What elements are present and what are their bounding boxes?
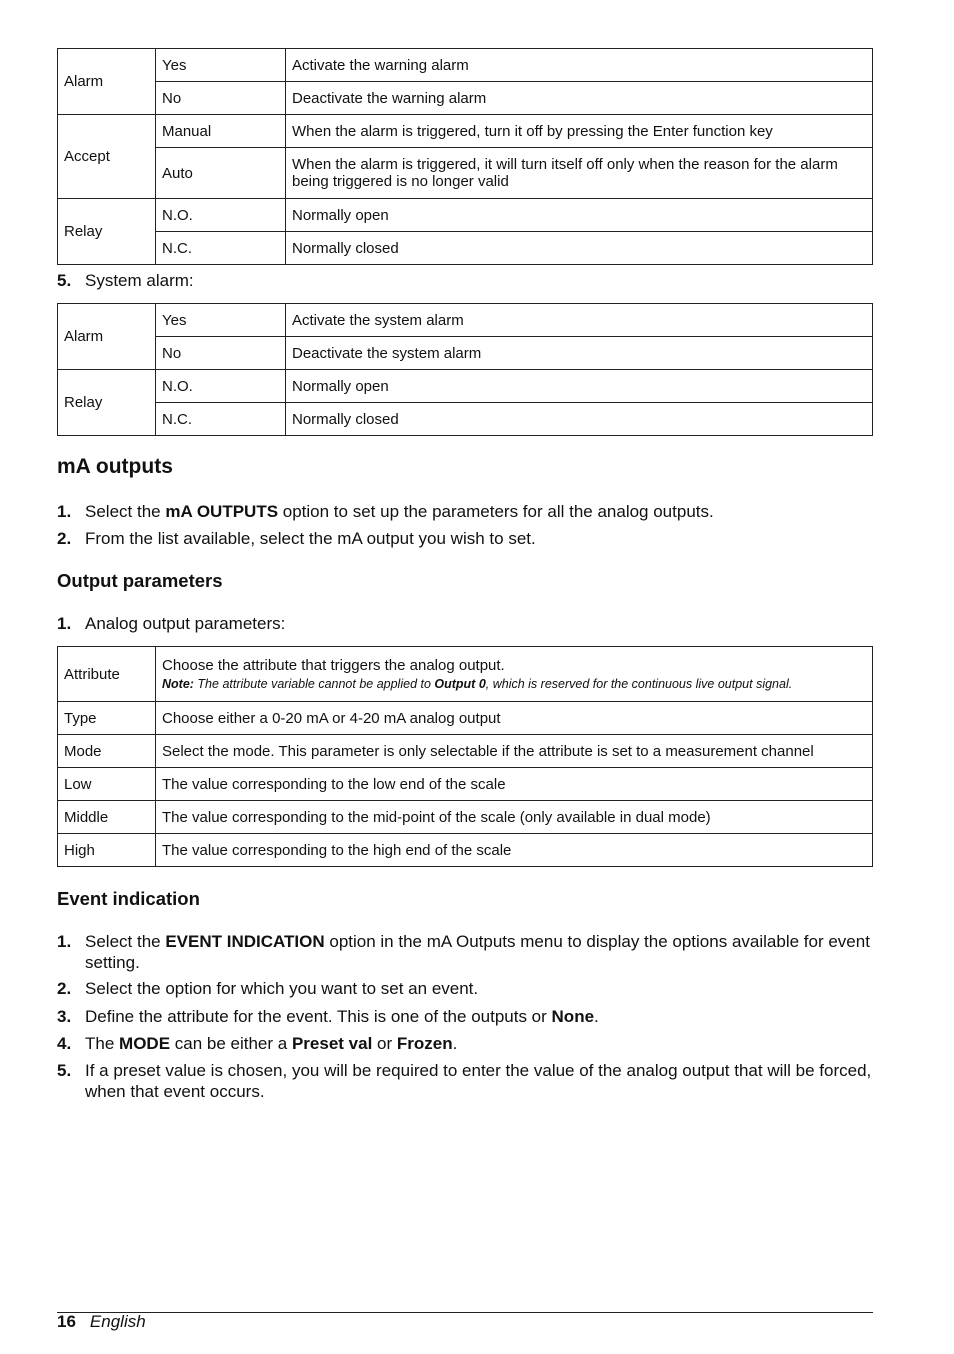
step-text: Select the mA OUTPUTS option to set up the parameters for all the analog outputs. — [85, 502, 714, 521]
table-row — [58, 735, 873, 768]
option-cell: Auto — [156, 148, 286, 199]
option-cell: N.C. — [156, 232, 286, 265]
group-cell: Accept — [58, 115, 156, 199]
page-footer — [57, 1312, 146, 1332]
table-row — [58, 370, 873, 403]
step-number: 4. — [57, 1034, 72, 1053]
param-desc-cell: Select the mode. This parameter is only selectable if the attribute is set to a measurement channel — [156, 735, 873, 768]
note-text: Note: The attribute variable cannot be applied to Output 0, which is reserved for the continuous live output signal. — [162, 676, 793, 691]
option-cell: Yes — [156, 49, 286, 82]
desc-cell: When the alarm is triggered, it will turn itself off only when the reason for the alarm being triggered is no longer valid — [286, 148, 873, 199]
table-row — [58, 199, 873, 232]
step-text: If a preset value is chosen, you will be required to enter the value of the analog output that will be forced, when that event occurs. — [85, 1061, 872, 1101]
param-name-cell: Type — [58, 702, 156, 735]
param-desc-cell: The value corresponding to the mid-point of the scale (only available in dual mode) — [156, 801, 873, 834]
step-number: 1. — [57, 932, 72, 951]
step-text: Select the EVENT INDICATION option in the mA Outputs menu to display the options available for event setting. — [85, 932, 870, 972]
step-text: Analog output parameters: — [85, 614, 286, 633]
step-number: 1. — [57, 502, 72, 521]
warning-alarm-table-container — [57, 48, 873, 265]
param-name-cell: High — [58, 834, 156, 867]
param-name-cell: Middle — [58, 801, 156, 834]
step-number: 2. — [57, 979, 72, 998]
desc-cell: Deactivate the system alarm — [286, 337, 873, 370]
table-row — [58, 801, 873, 834]
system-alarm-table — [57, 303, 873, 436]
desc-cell: Deactivate the warning alarm — [286, 82, 873, 115]
step-number: 3. — [57, 1007, 72, 1026]
step-text: System alarm: — [85, 271, 194, 290]
option-cell: No — [156, 337, 286, 370]
table-row — [58, 304, 873, 337]
table-row — [58, 834, 873, 867]
param-name-cell: Attribute — [58, 647, 156, 702]
option-cell: Manual — [156, 115, 286, 148]
table-row — [58, 49, 873, 82]
list-item — [57, 1006, 873, 1027]
table-row — [58, 148, 873, 199]
table-row — [58, 403, 873, 436]
list-item — [57, 528, 873, 549]
desc-cell: Activate the system alarm — [286, 304, 873, 337]
option-cell: Yes — [156, 304, 286, 337]
desc-cell: Activate the warning alarm — [286, 49, 873, 82]
page-number: 16 — [57, 1312, 76, 1331]
group-cell: Alarm — [58, 304, 156, 370]
list-item — [57, 270, 873, 291]
section-heading-event-indication: Event indication — [57, 888, 200, 909]
list-item — [57, 613, 873, 634]
group-cell: Relay — [58, 370, 156, 436]
desc-cell: Normally closed — [286, 232, 873, 265]
desc-cell: Normally open — [286, 370, 873, 403]
list-item — [57, 1060, 873, 1102]
section-heading-ma-outputs: mA outputs — [57, 455, 173, 478]
list-item — [57, 931, 873, 973]
step-number: 2. — [57, 529, 72, 548]
table-row — [58, 768, 873, 801]
table-row — [58, 82, 873, 115]
list-item — [57, 1033, 873, 1054]
output-parameters-table-container — [57, 646, 873, 867]
option-cell: N.O. — [156, 370, 286, 403]
step-number: 5. — [57, 271, 72, 290]
output-parameters-table — [57, 646, 873, 867]
param-desc-cell: The value corresponding to the low end of the scale — [156, 768, 873, 801]
group-cell: Alarm — [58, 49, 156, 115]
desc-cell: Normally closed — [286, 403, 873, 436]
list-item — [57, 501, 873, 522]
step-text: Select the option for which you want to set an event. — [85, 979, 479, 998]
group-cell: Relay — [58, 199, 156, 265]
desc-cell: When the alarm is triggered, turn it off by pressing the Enter function key — [286, 115, 873, 148]
footer-language: English — [89, 1312, 146, 1331]
table-row — [58, 702, 873, 735]
system-alarm-table-container — [57, 303, 873, 436]
table-row — [58, 337, 873, 370]
step-number: 5. — [57, 1061, 72, 1080]
step-number: 1. — [57, 614, 72, 633]
section-heading-output-parameters: Output parameters — [57, 570, 223, 591]
param-name-cell: Mode — [58, 735, 156, 768]
table-row — [58, 647, 873, 702]
param-desc-cell: The value corresponding to the high end of the scale — [156, 834, 873, 867]
param-desc-cell: Choose the attribute that triggers the analog output. Note: The attribute variable cannot be applied to Output 0, which is reserved for the continuous live output signal. — [156, 647, 873, 702]
param-name-cell: Low — [58, 768, 156, 801]
table-row — [58, 115, 873, 148]
warning-alarm-table — [57, 48, 873, 265]
desc-cell: Normally open — [286, 199, 873, 232]
option-cell: N.O. — [156, 199, 286, 232]
step-text: From the list available, select the mA output you wish to set. — [85, 529, 536, 548]
step-text: The MODE can be either a Preset val or Frozen. — [85, 1034, 458, 1053]
footer-divider — [57, 1312, 873, 1313]
list-item — [57, 978, 873, 999]
step-text: Define the attribute for the event. This is one of the outputs or None. — [85, 1007, 599, 1026]
option-cell: No — [156, 82, 286, 115]
table-row — [58, 232, 873, 265]
option-cell: N.C. — [156, 403, 286, 436]
param-desc-cell: Choose either a 0-20 mA or 4-20 mA analog output — [156, 702, 873, 735]
